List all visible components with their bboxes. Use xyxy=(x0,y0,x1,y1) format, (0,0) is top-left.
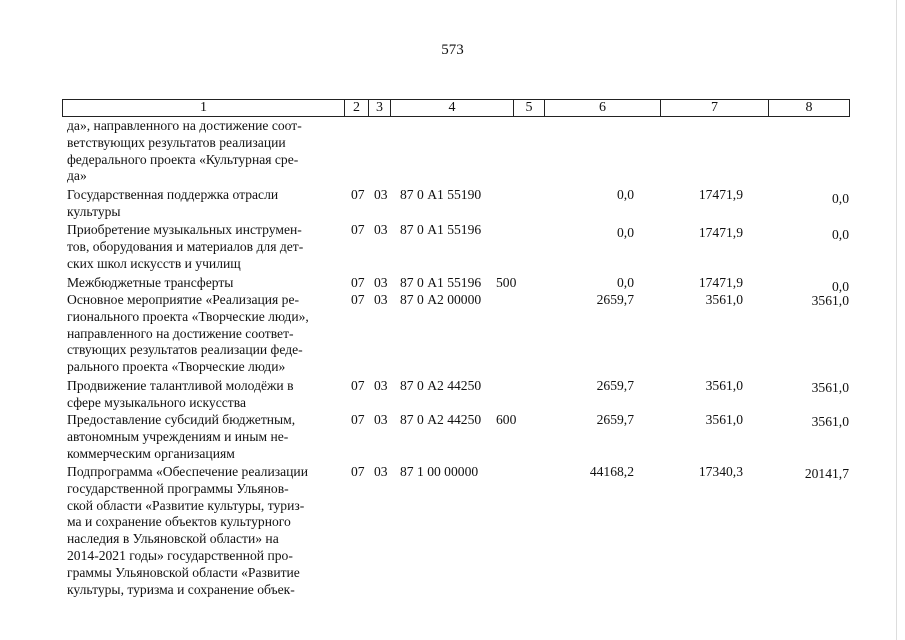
col-subsection: 03 xyxy=(374,464,388,479)
row-name: Государственная поддержка отрасли культуры xyxy=(67,187,279,219)
col-amount-6: 2659,7 xyxy=(596,292,634,307)
col-section: 07 xyxy=(351,464,365,479)
col-amount-7: 17471,9 xyxy=(698,275,743,290)
col-amount-6: 44168,2 xyxy=(589,464,634,479)
header-cell: 7 xyxy=(661,100,769,116)
col-target-code: 87 0 А1 55196 xyxy=(400,275,482,290)
col-section: 07 xyxy=(351,222,365,237)
page-number: 573 xyxy=(441,42,464,58)
col-amount-7: 3561,0 xyxy=(705,292,743,307)
col-amount-8: 0,0 xyxy=(832,279,849,294)
col-subsection: 03 xyxy=(374,187,388,202)
col-amount-7: 3561,0 xyxy=(705,412,743,427)
col-target-code: 87 0 А2 44250 xyxy=(400,378,482,393)
col-section: 07 xyxy=(351,275,365,290)
col-amount-8: 3561,0 xyxy=(811,414,849,429)
row-name: Приобретение музыкальных инструмен- тов, оборудования и материалов для дет- ских школ искусств и училищ xyxy=(67,222,304,271)
col-amount-6: 0,0 xyxy=(617,275,634,290)
col-target-code: 87 0 А1 55190 xyxy=(400,187,482,202)
row-name: да», направленного на достижение соот- ветствующих результатов реализации федерального проекта «Культурная сре- да» xyxy=(67,118,302,184)
header-cell: 1 xyxy=(63,100,345,116)
col-amount-8: 0,0 xyxy=(832,227,849,242)
header-cell: 4 xyxy=(391,100,514,116)
col-subsection: 03 xyxy=(374,275,388,290)
row-name: Продвижение талантливой молодёжи в сфере музыкального искусства xyxy=(67,378,294,410)
header-cell: 2 xyxy=(345,100,369,116)
col-section: 07 xyxy=(351,378,365,393)
row-name: Предоставление субсидий бюджетным, автономным учреждениям и иным не- коммерческим организациям xyxy=(67,412,296,461)
col-amount-7: 17471,9 xyxy=(698,187,743,202)
col-amount-6: 2659,7 xyxy=(596,378,634,393)
col-amount-7: 17340,3 xyxy=(698,464,743,479)
col-amount-6: 0,0 xyxy=(617,225,634,240)
col-expense-type: 600 xyxy=(496,412,517,427)
col-amount-8: 0,0 xyxy=(832,191,849,206)
col-target-code: 87 0 А2 44250 xyxy=(400,412,482,427)
col-subsection: 03 xyxy=(374,378,388,393)
col-amount-6: 0,0 xyxy=(617,187,634,202)
col-amount-8: 3561,0 xyxy=(811,293,849,308)
header-cell: 5 xyxy=(514,100,545,116)
col-section: 07 xyxy=(351,412,365,427)
col-subsection: 03 xyxy=(374,222,388,237)
col-amount-6: 2659,7 xyxy=(596,412,634,427)
col-amount-8: 20141,7 xyxy=(804,466,849,481)
col-amount-7: 3561,0 xyxy=(705,378,743,393)
row-name: Межбюджетные трансферты xyxy=(67,275,234,290)
row-name: Основное мероприятие «Реализация ре- гионального проекта «Творческие люди», направленного на достижение соответ- ствующих результатов реализации феде- рального проекта «Творческие люди» xyxy=(67,292,309,375)
row-name: Подпрограмма «Обеспечение реализации государственной программы Ульянов- ской области «Развитие культуры, туриз- ма и сохранение объектов культурного наследия в Ульяновской области» на 2014-2021 годы» государственной про- граммы Ульяновской области «Развитие культуры, туризма и сохранение объек- xyxy=(67,464,308,597)
header-cell: 6 xyxy=(545,100,661,116)
col-target-code: 87 1 00 00000 xyxy=(400,464,479,479)
header-cell: 8 xyxy=(805,100,813,115)
col-target-code: 87 0 А1 55196 xyxy=(400,222,482,237)
col-subsection: 03 xyxy=(374,412,388,427)
col-amount-7: 17471,9 xyxy=(698,225,743,240)
col-subsection: 03 xyxy=(374,292,388,307)
table-header xyxy=(62,99,850,117)
col-expense-type: 500 xyxy=(496,275,517,290)
header-cell: 3 xyxy=(369,100,391,116)
scan-edge-line xyxy=(896,0,897,640)
col-section: 07 xyxy=(351,187,365,202)
col-section: 07 xyxy=(351,292,365,307)
col-amount-8: 3561,0 xyxy=(811,380,849,395)
col-target-code: 87 0 А2 00000 xyxy=(400,292,482,307)
